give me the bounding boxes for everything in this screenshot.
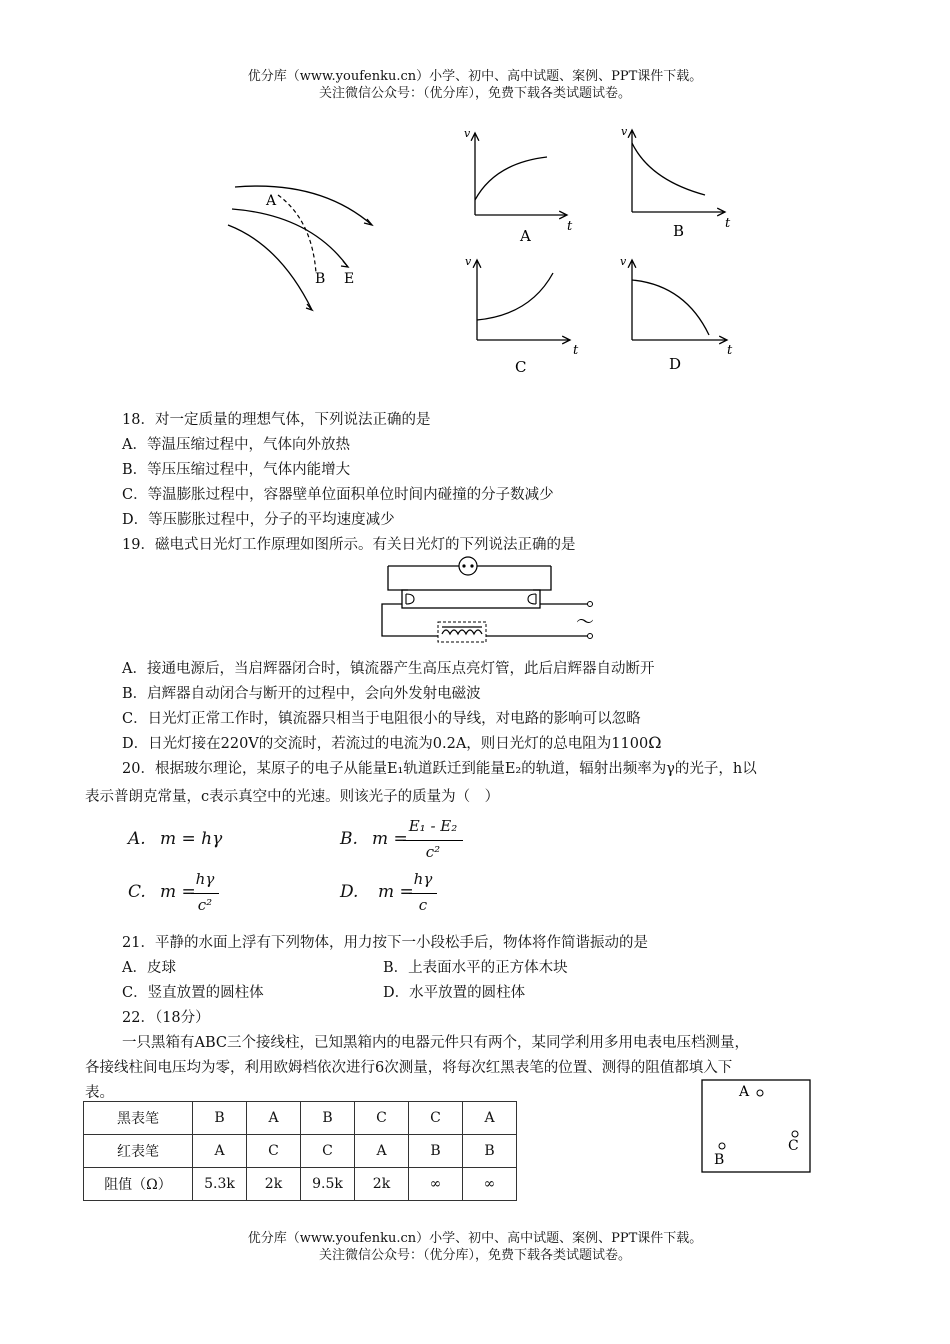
graph-c xyxy=(465,255,579,376)
row-header: 黑表笔 xyxy=(84,1102,193,1135)
q19-option-d xyxy=(122,732,661,753)
vt-graphs xyxy=(455,125,755,380)
graph-label-d: D xyxy=(669,355,682,373)
axis-v: v xyxy=(465,255,472,268)
table-cell: A xyxy=(463,1102,517,1135)
q20-opt-d-num: hγ xyxy=(413,870,433,888)
table-cell: B xyxy=(409,1135,463,1168)
q20-opt-a-expr: m = hγ xyxy=(160,829,223,849)
ohm-symbol: Ω xyxy=(648,733,662,752)
table-cell: ∞ xyxy=(409,1168,463,1201)
footer-line-2: 关注微信公众号：（优分库），免费下载各类试题试卷。 xyxy=(318,1248,631,1263)
q21-option-a: A．皮球 xyxy=(122,960,176,976)
q19-option-d-text: D．日光灯接在220V的交流时，若流过的电流为0.2A，则日光灯的总电阻为1100 xyxy=(122,736,649,752)
q21-option-b: B．上表面水平的正方体木块 xyxy=(383,960,568,976)
path-label-b: B xyxy=(315,271,326,287)
row-header: 红表笔 xyxy=(84,1135,193,1168)
q22-para-line3: 表。 xyxy=(85,1085,114,1101)
graph-label-b: B xyxy=(673,222,685,240)
table-cell: ∞ xyxy=(463,1168,517,1201)
q19-option-a: A．接通电源后，当启辉器闭合时，镇流器产生高压点亮灯管，此后启辉器自动断开 xyxy=(122,661,655,677)
axis-t: t xyxy=(567,219,573,234)
fraction-bar xyxy=(409,893,437,894)
table-row xyxy=(84,1135,517,1168)
q18-option-a: A．等温压缩过程中，气体向外放热 xyxy=(122,437,350,453)
q18-option-c: C．等温膨胀过程中，容器壁单位面积单位时间内碰撞的分子数减少 xyxy=(122,487,554,503)
header-line-1: 优分库（www.youfenku.cn）小学、初中、高中试题、案例、PPT课件下载。 xyxy=(247,69,703,84)
table-cell: B xyxy=(463,1135,517,1168)
table-cell: C xyxy=(301,1135,355,1168)
terminal-label-b: B xyxy=(714,1152,725,1168)
table-cell: B xyxy=(301,1102,355,1135)
q19-option-b: B．启辉器自动闭合与断开的过程中，会向外发射电磁波 xyxy=(122,686,481,702)
table-cell: C xyxy=(247,1135,301,1168)
q20-opt-b-den: c² xyxy=(425,843,441,861)
axis-v: v xyxy=(464,127,471,140)
axis-t: t xyxy=(725,216,731,231)
header-line-2: 关注微信公众号：（优分库），免费下载各类试题试卷。 xyxy=(318,86,631,101)
table-cell: C xyxy=(355,1102,409,1135)
path-label-a: A xyxy=(266,193,277,209)
q20-opt-a-label: A. xyxy=(128,829,146,849)
table-cell: A xyxy=(355,1135,409,1168)
row-header: 阻值（Ω） xyxy=(84,1168,193,1201)
terminal-label-a: A xyxy=(739,1084,750,1100)
q19-option-c: C．日光灯正常工作时，镇流器只相当于电阻很小的导线，对电路的影响可以忽略 xyxy=(122,711,641,727)
q18-option-b: B．等压压缩过程中，气体内能增大 xyxy=(122,462,351,478)
q22-title: 22．（18分） xyxy=(122,1010,210,1026)
axis-v: v xyxy=(620,255,627,268)
table-cell: 5.3k xyxy=(193,1168,247,1201)
graph-label-a: A xyxy=(520,227,531,245)
q20-opt-b-label: B. xyxy=(340,829,358,849)
path-label-e: E xyxy=(344,271,355,287)
q22-para-line1: 一只黑箱有ABC三个接线柱，已知黑箱内的电器元件只有两个，某同学利用多用电表电压档测量， xyxy=(122,1035,749,1051)
q20-opt-c-lhs: m = xyxy=(160,882,196,902)
graph-label-c: C xyxy=(515,358,527,376)
q21-option-d: D．水平放置的圆柱体 xyxy=(383,985,526,1001)
table-cell: 9.5k xyxy=(301,1168,355,1201)
table-cell: A xyxy=(193,1135,247,1168)
measurement-table xyxy=(83,1101,517,1201)
fraction-bar xyxy=(403,840,463,841)
q20-opt-d-lhs: m = xyxy=(378,882,414,902)
black-box-figure xyxy=(700,1078,815,1176)
fraction-bar xyxy=(191,893,219,894)
axis-v: v xyxy=(621,125,628,138)
q20-stem-line2: 表示普朗克常量，c表示真空中的光速。则该光子的质量为（ ） xyxy=(85,789,500,805)
table-row xyxy=(84,1102,517,1135)
table-cell: B xyxy=(193,1102,247,1135)
table-cell: C xyxy=(409,1102,463,1135)
q18-option-d: D．等压膨胀过程中，分子的平均速度减少 xyxy=(122,512,395,528)
axis-t: t xyxy=(727,343,733,358)
q20-opt-d-den: c xyxy=(418,896,428,914)
trajectory-figure xyxy=(220,175,390,325)
q20-opt-b-num: E₁ - E₂ xyxy=(408,817,458,835)
q20-stem-line1: 20．根据玻尔理论，某原子的电子从能量E₁轨道跃迁到能量E₂的轨道，辐射出频率为γ的光子，h以 xyxy=(122,761,757,777)
q20-opt-c-den: c² xyxy=(197,896,213,914)
table-cell: A xyxy=(247,1102,301,1135)
axis-t: t xyxy=(573,343,579,358)
q20-opt-b-lhs: m = xyxy=(372,829,408,849)
graph-d xyxy=(620,255,733,373)
q18-stem: 18．对一定质量的理想气体，下列说法正确的是 xyxy=(122,412,431,428)
q22-para-line2: 各接线柱间电压均为零，利用欧姆档依次进行6次测量，将每次红黑表笔的位置、测得的阻值都填入下 xyxy=(85,1060,733,1076)
fluorescent-lamp-circuit xyxy=(378,554,608,644)
graph-b xyxy=(621,125,731,240)
q20-opt-d-label: D. xyxy=(340,882,359,902)
footer-line-1: 优分库（www.youfenku.cn）小学、初中、高中试题、案例、PPT课件下载。 xyxy=(247,1231,703,1246)
q19-stem: 19．磁电式日光灯工作原理如图所示。有关日光灯的下列说法正确的是 xyxy=(122,537,576,553)
q20-opt-c-num: hγ xyxy=(195,870,215,888)
q21-option-c: C．竖直放置的圆柱体 xyxy=(122,985,264,1001)
table-row xyxy=(84,1168,517,1201)
graph-a xyxy=(464,127,573,245)
ac-symbol: ～ xyxy=(576,612,594,633)
table-cell: 2k xyxy=(355,1168,409,1201)
terminal-label-c: C xyxy=(788,1138,799,1154)
q20-opt-c-label: C. xyxy=(128,882,146,902)
q21-stem: 21．平静的水面上浮有下列物体，用力按下一小段松手后，物体将作简谐振动的是 xyxy=(122,935,648,951)
table-cell: 2k xyxy=(247,1168,301,1201)
